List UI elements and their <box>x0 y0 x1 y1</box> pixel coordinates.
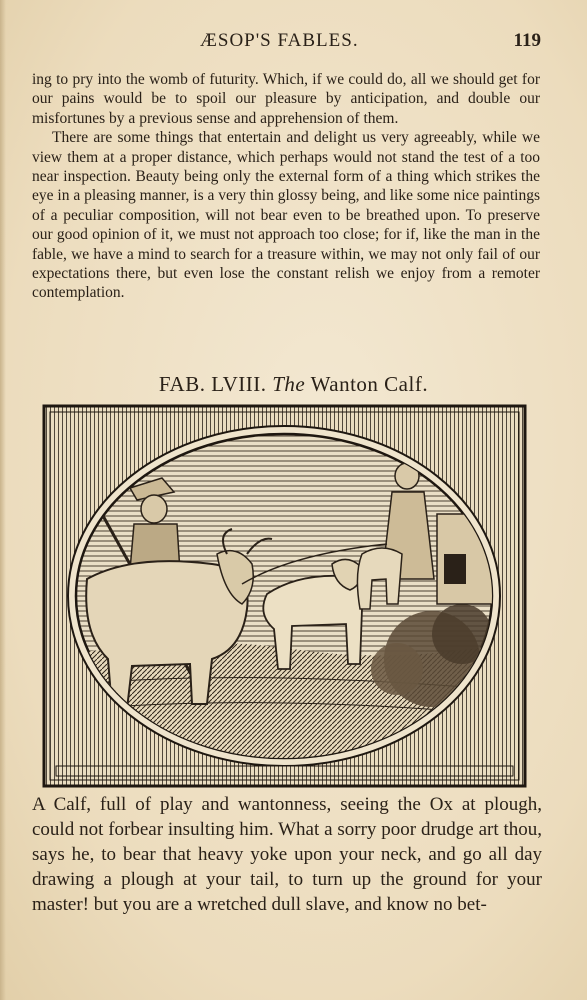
fable-number: FAB. LVIII. <box>158 372 267 396</box>
running-title: ÆSOP'S FABLES. <box>200 30 359 51</box>
body-paragraph-2: There are some things that entertain and delight us very agreeably, while we view them at a proper distance, which perhaps would not stand the test of a too near inspection. Beauty being only the external form of a thing which strikes the eye in a pleasing manner, is a very thin glossy being, and like some nice paintings of a peculiar composition, will not bear even to be breathed upon. To preserve our good opinion of it, we must not approach too close; for if, like the man in the fable, we have a mind to search for a treasure within, we may not only fail of our expectations there, but even lose the constant relish we enjoy from a remoter contemplation. <box>32 129 540 302</box>
body-paragraph-1: ing to pry into the womb of futurity. Which, if we could do, all we should get for our pains would be to spoil our pleasure by anticipation, and double our misfortunes by a previous sense and apprehension of them. <box>32 71 540 127</box>
body-text <box>32 70 540 303</box>
fable-title-article: The <box>272 372 306 396</box>
page-spine-shadow <box>0 0 6 1000</box>
woodcut-ploughman-ox-calf-icon <box>42 404 527 788</box>
fable-title: Wanton Calf. <box>310 372 429 396</box>
fable-text <box>32 792 542 917</box>
fable-heading <box>0 372 587 397</box>
page-number: 119 <box>513 30 541 51</box>
fable-paragraph: A Calf, full of play and wantonness, seeing the Ox at plough, could not forbear insulting him. What a sorry poor drudge art thou, says he, to bear that heavy yoke upon your neck, and go all day drawing a plough at your tail, to turn up the ground for your master! but you are a wretched dull slave, and know no bet- <box>32 794 542 915</box>
running-head <box>0 30 587 54</box>
